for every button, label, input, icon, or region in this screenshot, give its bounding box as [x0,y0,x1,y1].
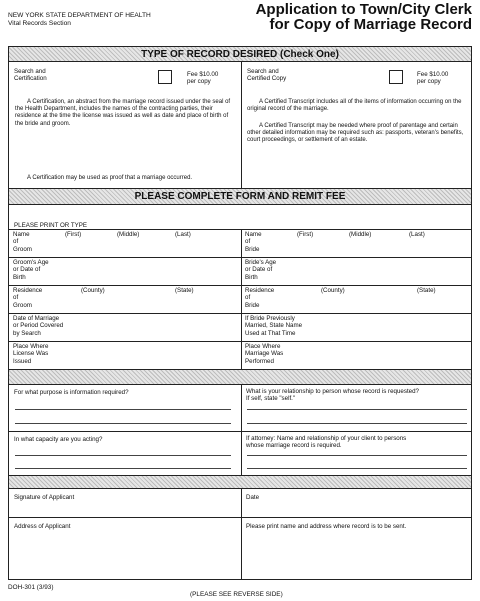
agency-name: NEW YORK STATE DEPARTMENT OF HEALTH [8,12,151,19]
divider-band-2 [9,475,471,489]
certification-label-line1: Search and [14,68,46,75]
groom-age-label-line3: Birth [13,273,26,281]
bride-residence-label-line1: Residence [245,287,275,294]
groom-residence-label [13,287,42,309]
bride-middle-label: (Middle) [349,231,372,238]
record-type-heading: TYPE OF RECORD DESIRED (Check One) [9,47,471,62]
form-title [256,2,472,32]
signature-label: Signature of Applicant [14,494,75,501]
bride-age-label [245,259,276,281]
bride-name-field[interactable] [281,229,473,257]
certified-copy-label-line2: Certified Copy [247,75,287,83]
form-id: DOH-301 (3/93) [8,584,54,591]
purpose-label: For what purpose is information required? [14,389,129,396]
date-of-marriage-label [13,315,63,337]
address-label: Address of Applicant [14,523,71,530]
license-place-label-line3: Issued [13,357,32,365]
capacity-label: In what capacity are you acting? [14,436,103,443]
reverse-side-note: (PLEASE SEE REVERSE SIDE) [190,591,283,598]
bride-name-label [245,231,262,253]
bride-age-field[interactable] [301,257,473,285]
bride-name-label-line1: Name [245,231,262,238]
agency-section: Vital Records Section [8,20,71,27]
groom-residence-label-line3: Groom [13,301,32,309]
groom-first-label: (First) [65,231,82,238]
groom-residence-label-line1: Residence [13,287,43,294]
address-field[interactable] [13,533,237,577]
send-to-field[interactable] [245,533,469,577]
license-place-field[interactable] [69,341,241,369]
groom-state-label: (State) [175,287,194,294]
certification-usage: A Certification may be used as proof that a marriage occurred. [27,175,193,181]
certification-fee-unit: per copy [187,78,211,86]
groom-name-label [13,231,32,253]
bride-name-label-line3: Bride [245,245,260,253]
groom-name-label-line3: Groom [13,245,32,253]
groom-age-label-line1: Groom's Age [13,259,49,266]
marriage-place-label [245,343,283,365]
record-type-section [8,46,472,196]
license-place-label-line1: Place Where [13,343,49,350]
bride-previous-name-label-line2: Married, State Name [245,322,303,330]
license-place-label [13,343,48,365]
license-place-label-line2: License Was [13,350,49,358]
bride-first-label: (First) [297,231,314,238]
certified-copy-usage: A Certified Transcript may be needed where proof of parentage and certain other detailed information may be required such as: passports, veteran's benefits, court proceedings, or settlement of an estate. [247,123,464,144]
groom-last-label: (Last) [175,231,191,238]
attorney-field[interactable] [245,447,469,471]
bride-previous-name-label [245,315,302,337]
bride-residence-label-line3: Bride [245,301,260,309]
groom-age-label-line2: or Date of [13,266,41,274]
relationship-label-line2: If self, state "self." [246,395,296,403]
application-form [8,188,472,580]
bride-age-label-line3: Birth [245,273,258,281]
bride-residence-label-line2: of [245,294,251,302]
print-note: PLEASE PRINT OR TYPE [14,222,88,229]
certified-copy-description: A Certified Transcript includes all of the items of information occurring on the original record of the marriage. [247,99,462,113]
certification-label [14,68,47,83]
divider-band-1 [9,369,471,385]
certified-copy-label [247,68,286,83]
date-of-marriage-field[interactable] [79,313,241,341]
bride-age-label-line2: or Date of [245,266,273,274]
bride-residence-label [245,287,274,309]
certification-description: A Certification, an abstract from the marriage record issued under the seal of the Health Department, includes the names of the contracting parties, their residence at the time the license was issued as well as date and place of birth of the bride and groom. [15,99,231,127]
certified-copy-fee-unit: per copy [417,78,441,86]
certified-copy-label-line1: Search and [247,68,279,75]
certified-copy-checkbox[interactable] [389,70,403,84]
bride-last-label: (Last) [409,231,425,238]
marriage-place-label-line1: Place Where [245,343,281,350]
certification-label-line2: Certification [14,75,47,83]
groom-name-label-line2: of [13,238,19,246]
signature-field[interactable] [13,501,237,515]
form-title-line1: Application to Town/City Clerk [255,1,472,18]
bride-state-label: (State) [417,287,436,294]
groom-residence-label-line2: of [13,294,19,302]
attorney-label-line1: If attorney: Name and relationship of your client to persons [246,435,407,442]
date-field[interactable] [245,501,469,515]
date-label: Date [246,494,260,501]
purpose-field[interactable] [13,399,237,427]
send-to-label: Please print name and address where record is to be sent. [246,523,407,530]
bride-previous-name-label-line3: Used at That Time [245,329,296,337]
certification-fee [187,71,218,86]
date-of-marriage-label-line1: Date of Marriage [13,315,60,322]
certification-fee-amount: Fee $10.00 [187,71,219,78]
attorney-label-line2: whose marriage record is required. [246,442,342,450]
marriage-place-label-line2: Marriage Was [245,350,284,358]
certification-checkbox[interactable] [158,70,172,84]
marriage-place-field[interactable] [301,341,473,369]
form-title-line2: for Copy of Marriage Record [269,16,472,33]
relationship-label-line1: What is your relationship to person whose record is requested? [246,388,419,395]
capacity-field[interactable] [13,445,237,471]
form-heading: PLEASE COMPLETE FORM AND REMIT FEE [9,189,471,205]
date-of-marriage-label-line3: by Search [13,329,41,337]
certified-copy-fee-amount: Fee $10.00 [417,71,449,78]
marriage-place-label-line3: Performed [245,357,274,365]
agency-header [8,12,151,28]
relationship-field[interactable] [245,401,469,427]
groom-residence-field[interactable] [49,285,241,313]
bride-age-label-line1: Bride's Age [245,259,277,266]
groom-age-field[interactable] [69,257,241,285]
groom-name-label-line1: Name [13,231,30,238]
groom-name-field[interactable] [49,229,241,257]
bride-name-label-line2: of [245,238,251,246]
bride-previous-name-field[interactable] [319,313,473,341]
certified-copy-fee [417,71,448,86]
groom-age-label [13,259,49,281]
bride-residence-field[interactable] [281,285,473,313]
bride-previous-name-label-line1: If Bride Previously [245,315,295,322]
date-of-marriage-label-line2: or Period Covered [13,322,64,330]
groom-middle-label: (Middle) [117,231,140,238]
bride-county-label: (County) [321,287,345,294]
groom-county-label: (County) [81,287,105,294]
